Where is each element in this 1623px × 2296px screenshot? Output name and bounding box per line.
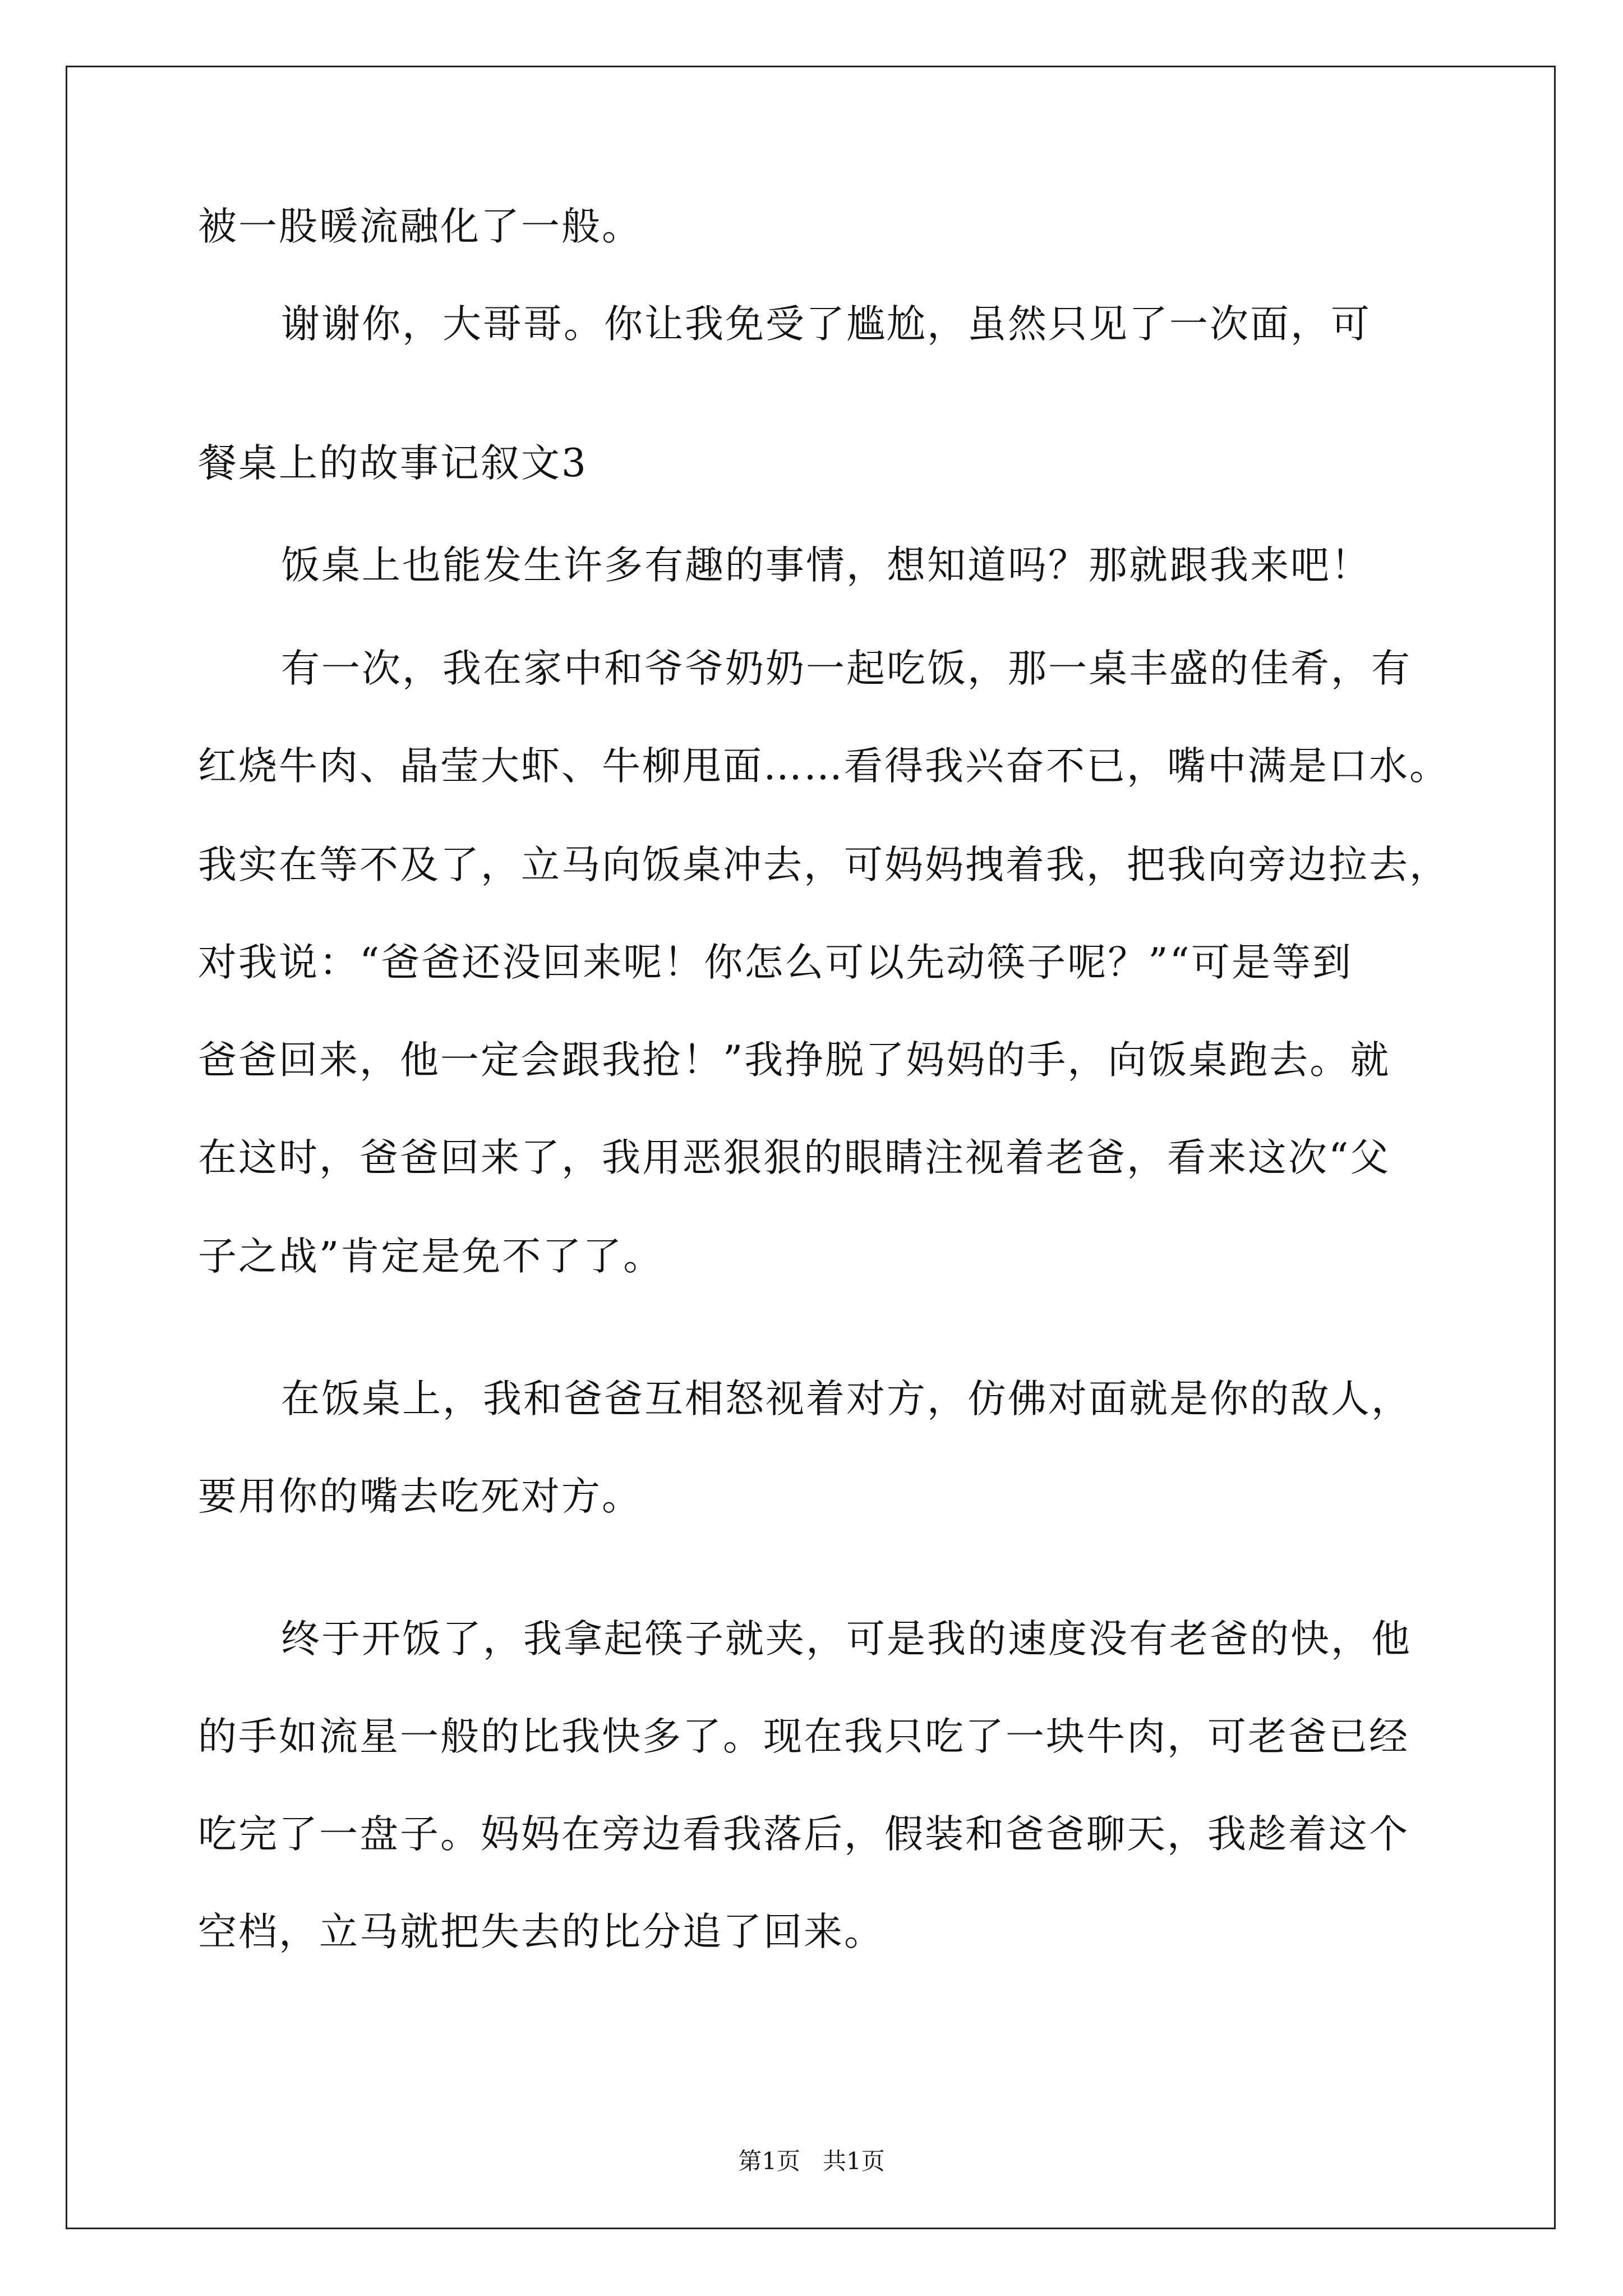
text-line: 饭桌上也能发生许多有趣的事情，想知道吗？那就跟我来吧！ — [281, 543, 1371, 588]
page-number-footer: 第1页 共1页 — [738, 2147, 885, 2175]
text-line: 被一股暖流融化了一般。 — [198, 204, 642, 249]
text-line: 要用你的嘴去吃死对方。 — [198, 1474, 642, 1519]
section-heading: 餐桌上的故事记叙文3 — [198, 441, 588, 486]
text-line: 吃完了一盘子。妈妈在旁边看我落后，假装和爸爸聊天，我趁着这个 — [198, 1812, 1409, 1857]
text-line: 谢谢你，大哥哥。你让我免受了尴尬，虽然只见了一次面，可 — [281, 302, 1371, 347]
text-line: 有一次，我在家中和爷爷奶奶一起吃饭，那一桌丰盛的佳肴，有 — [281, 646, 1412, 691]
text-line: 在饭桌上，我和爸爸互相怒视着对方，仿佛对面就是你的敌人， — [281, 1377, 1412, 1421]
text-line: 对我说：“爸爸还没回来呢！你怎么可以先动筷子呢？”“可是等到 — [198, 940, 1353, 985]
text-line: 我实在等不及了，立马向饭桌冲去，可妈妈拽着我，把我向旁边拉去， — [198, 843, 1450, 887]
text-line: 红烧牛肉、晶莹大虾、牛柳甩面……看得我兴奋不已，嘴中满是口水。 — [198, 744, 1450, 789]
text-line: 的手如流星一般的比我快多了。现在我只吃了一块牛肉，可老爸已经 — [198, 1714, 1409, 1759]
text-line: 爸爸回来，他一定会跟我抢！”我挣脱了妈妈的手，向饭桌跑去。就 — [198, 1038, 1391, 1083]
text-line: 子之战”肯定是免不了了。 — [198, 1234, 664, 1279]
text-line: 终于开饭了，我拿起筷子就夹，可是我的速度没有老爸的快，他 — [281, 1617, 1412, 1662]
text-line: 空档，立马就把失去的比分追了回来。 — [198, 1910, 884, 1954]
text-line: 在这时，爸爸回来了，我用恶狠狠的眼睛注视着老爸，看来这次“父 — [198, 1135, 1391, 1180]
